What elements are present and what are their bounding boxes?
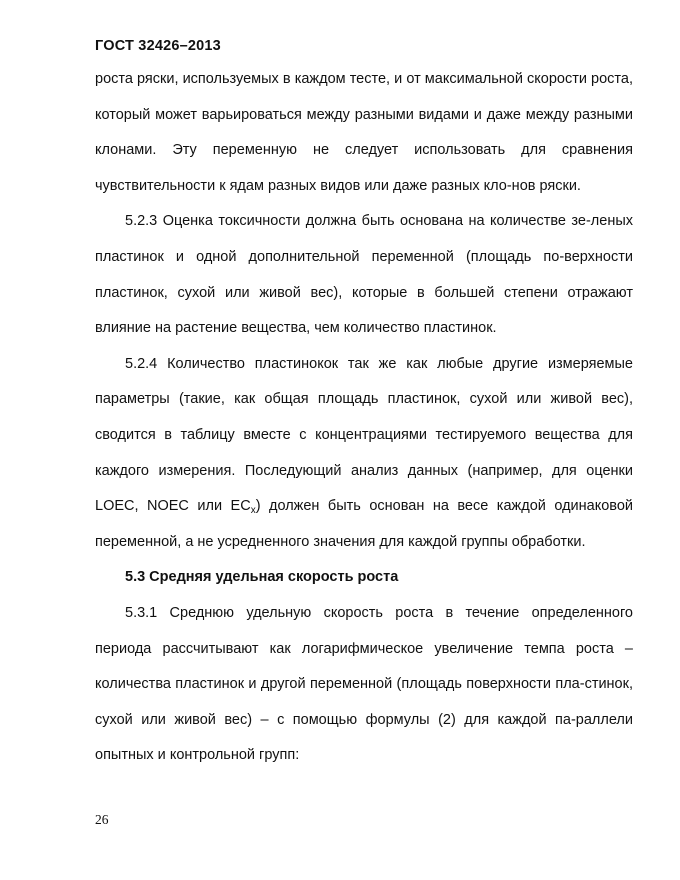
ec-subscript: x: [250, 505, 256, 517]
paragraph-continuation: роста ряски, используемых в каждом тесте, и от максимальной скорости роста, который может варьироваться между разными видами и даже между разными клонами. Эту переменную не следует использовать для сравнения чувствительности к ядам разных видов или даже разных кло-нов ряски.: [95, 71, 633, 194]
section-heading-5-3: 5.3 Средняя удельная скорость роста: [125, 569, 399, 586]
paragraph-5-3-1: 5.3.1 Среднюю удельную скорость роста в течение определенного периода рассчитывают как логарифмическое увеличение темпа роста – количества пластинок и другой переменной (площадь поверхности пла-стинок, сухой или живой вес) – с помощью формулы (2) для каждой па-раллели опытных и контрольной групп:: [95, 604, 633, 764]
paragraph-5-2-4-text-start: 5.2.4 Количество пластинокок так же как любые другие измеряемые параметры (такие, как общая площадь пластинок, сухой или живой вес), сводится в таблицу вместе с концентрациями тестируемого вещества для каждого измерения. Последующий анализ данных (например, для оценки LOEC, NOEC или EC: [95, 355, 633, 515]
paragraph-5-2-4-text-end: ) должен быть основан на весе каждой одинаковой переменной, а не усредненного значения для каждой группы обработки.: [95, 498, 633, 550]
paragraph-5-2-4: [95, 347, 633, 561]
document-body: [95, 62, 633, 774]
paragraph-5-2-3: 5.2.3 Оценка токсичности должна быть основана на количестве зе-леных пластинок и одной дополнительной переменной (площадь по-верхности пластинок, сухой или живой вес), которые в большей степени отражают влияние на растение вещества, чем количество пластинок.: [95, 213, 633, 337]
page-number: 26: [95, 812, 109, 827]
document-header: ГОСТ 32426–2013: [95, 38, 221, 54]
